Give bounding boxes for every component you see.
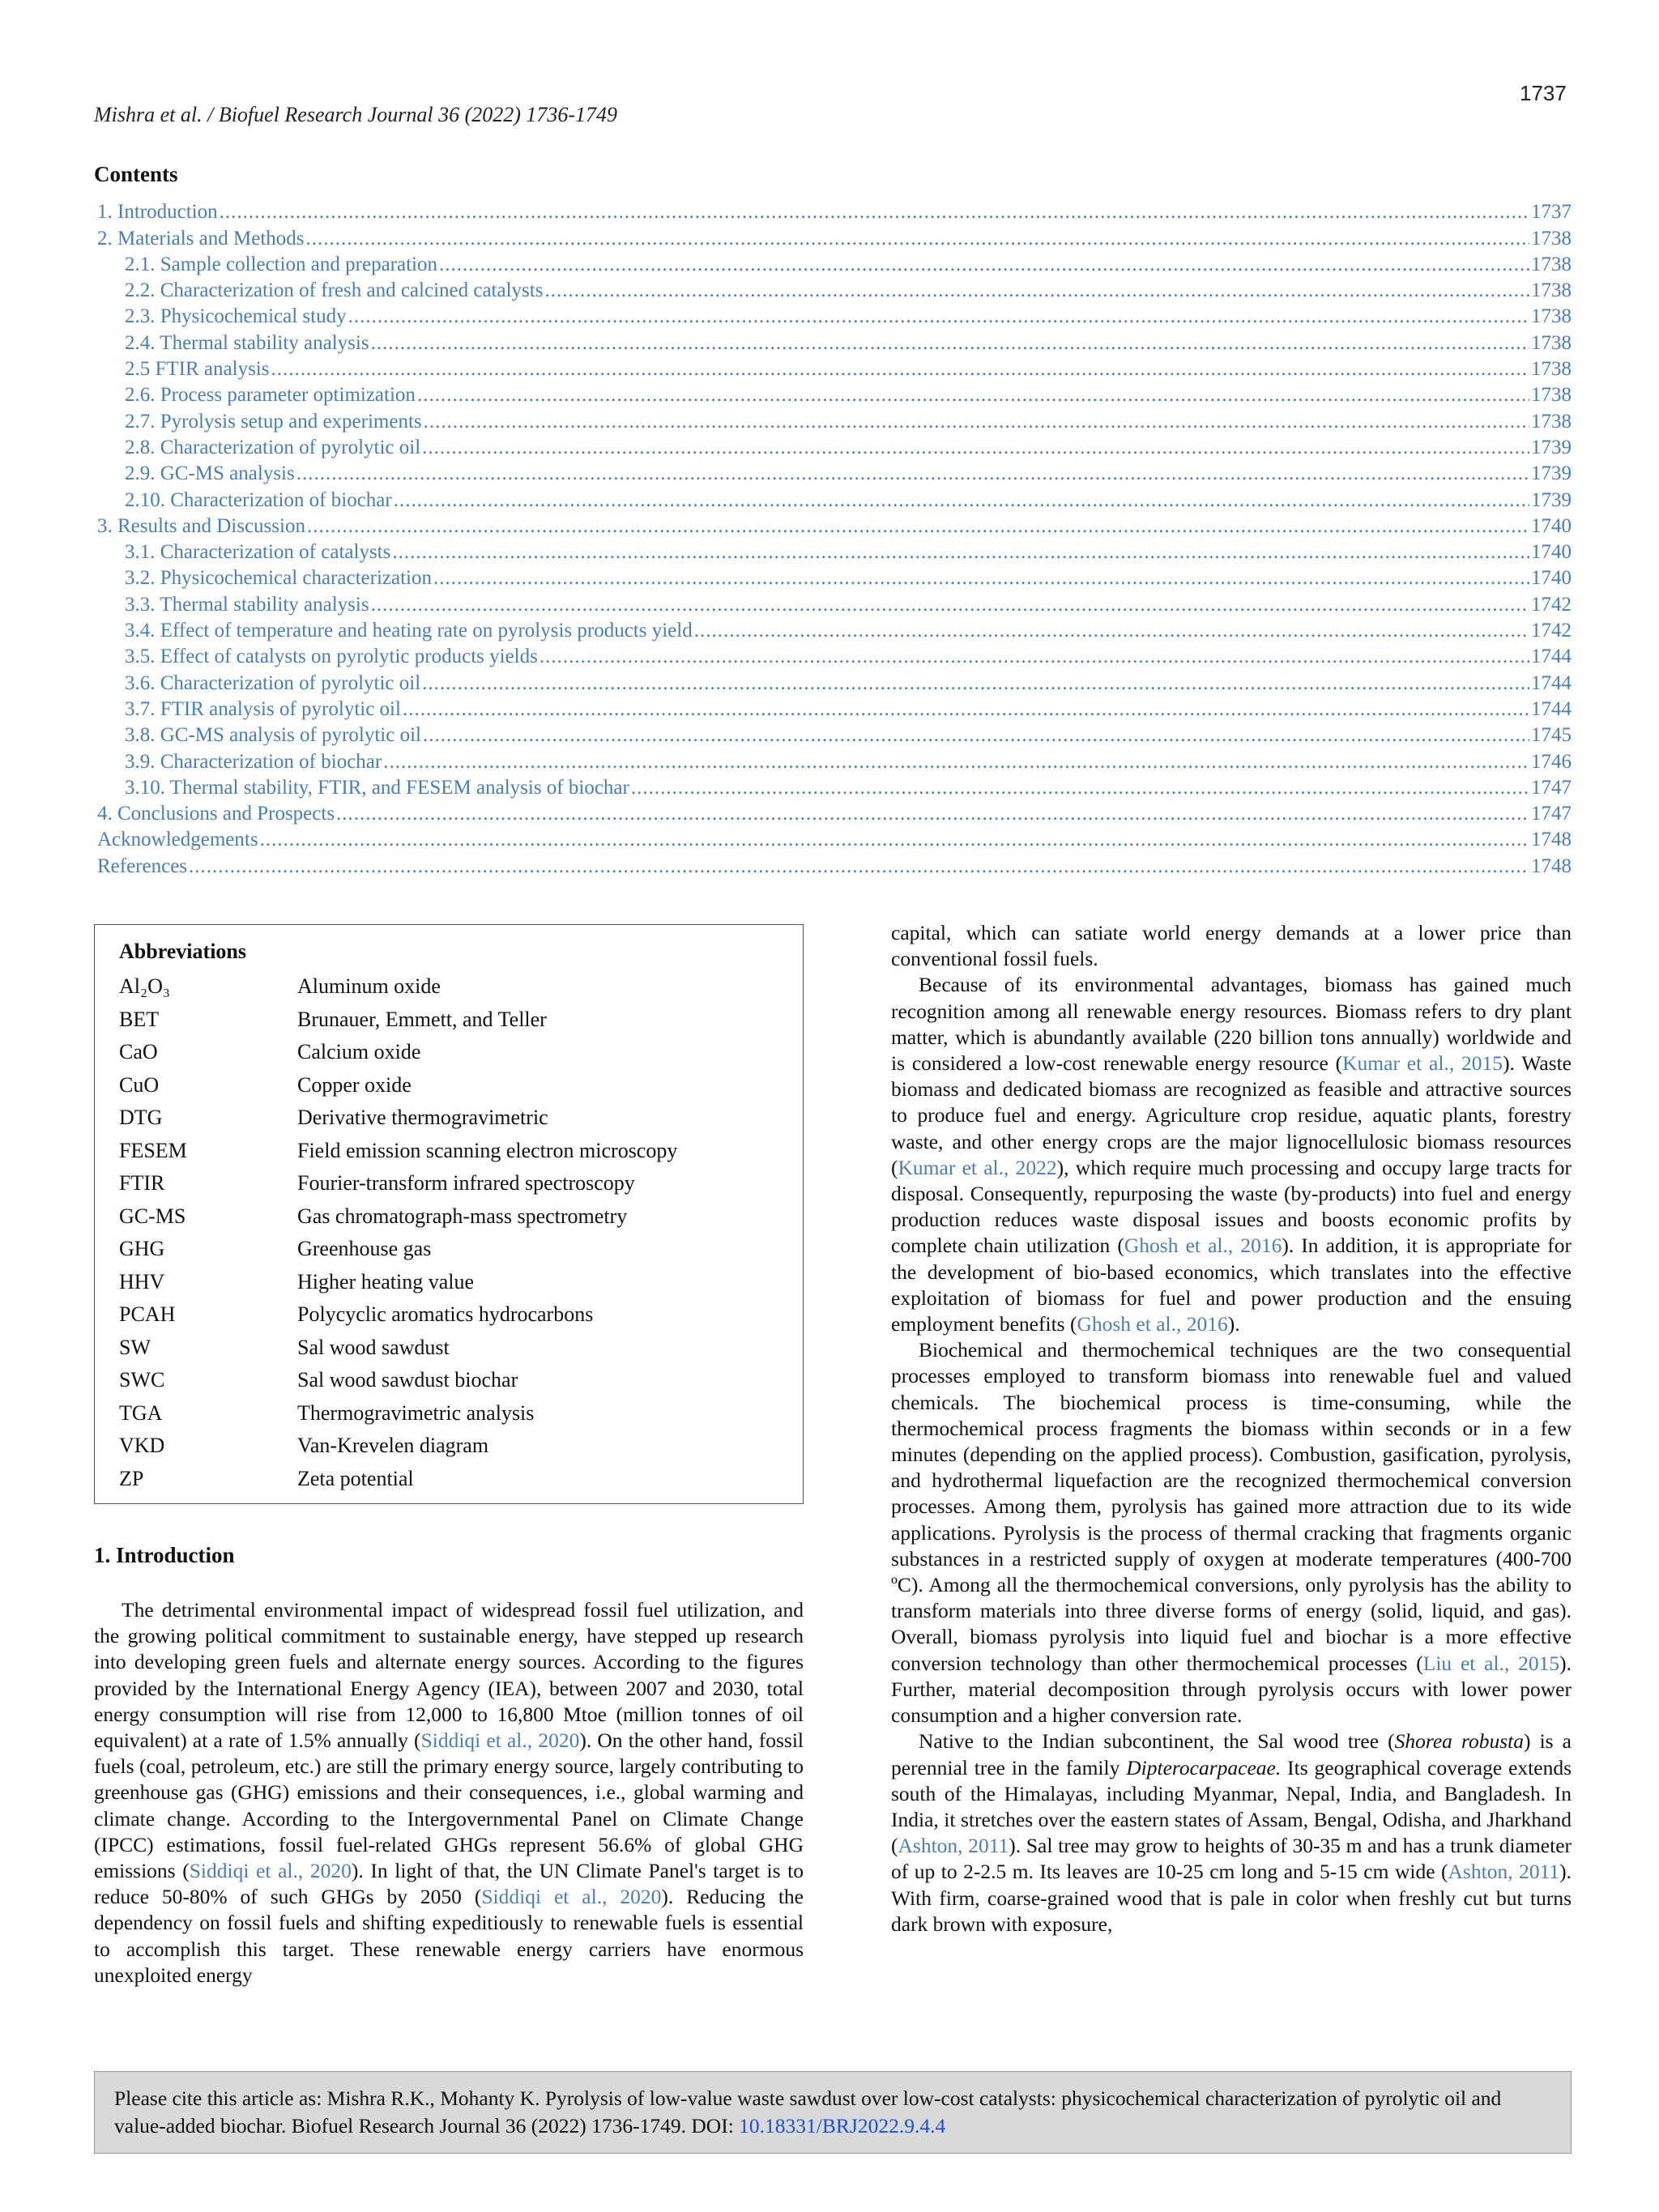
text-run: ), which require much processing and occupy large tracts for disposal. Consequently, repurposing the waste (by-products) into fuel and energy production reduces waste disposal issues and boosts economic profits by complete chain utilization ( — [891, 1155, 1572, 1258]
toc-leader — [403, 698, 1529, 721]
citation-link[interactable]: Ghosh et al., 2016 — [1077, 1312, 1228, 1336]
toc-page[interactable]: 1747 — [1531, 803, 1572, 825]
abbreviation-row — [119, 1200, 677, 1234]
abbreviation-term: ZP — [119, 1466, 144, 1490]
toc-label[interactable]: 3.8. GC-MS analysis of pyrolytic oil — [125, 724, 421, 747]
abbreviation-definition: Brunauer, Emmett, and Teller — [297, 1007, 547, 1031]
abbreviation-term: PCAH — [119, 1302, 176, 1327]
toc-leader — [189, 855, 1529, 878]
abbreviations-title: Abbreviations — [119, 940, 246, 963]
toc-leader — [439, 254, 1529, 276]
doi-link[interactable]: 10.18331/BRJ2022.9.4.4 — [739, 2114, 946, 2137]
abbreviation-definition: Aluminum oxide — [297, 974, 441, 999]
toc-entry[interactable] — [97, 381, 1572, 407]
toc-entry[interactable] — [97, 825, 1572, 851]
toc-entry[interactable] — [97, 616, 1572, 642]
toc-entry[interactable] — [97, 721, 1572, 747]
text-run: Native to the Indian subcontinent, the Sal wood tree ( — [919, 1729, 1395, 1754]
toc-label[interactable]: 2.8. Characterization of pyrolytic oil — [125, 436, 421, 458]
toc-label[interactable]: 3.6. Characterization of pyrolytic oil — [125, 671, 421, 694]
toc-leader — [433, 567, 1529, 590]
toc-leader — [371, 332, 1529, 355]
toc-label[interactable]: Acknowledgements — [97, 829, 258, 851]
toc-label[interactable]: 3.4. Effect of temperature and heating rate on pyrolysis products yield — [125, 620, 693, 642]
toc-leader — [306, 228, 1529, 250]
toc-label[interactable]: 2.1. Sample collection and preparation — [125, 253, 437, 275]
toc-leader — [336, 803, 1529, 825]
abbreviation-row — [119, 1364, 677, 1397]
left-column — [94, 1597, 804, 1988]
text-run: ). Reducing the dependency on fossil fuels and shifting expeditiously to renewable fuels is essential to accomplish this target. These renewable energy carriers have enormous unexploited energy — [94, 1885, 804, 1987]
abbreviation-definition: Fourier-transform infrared spectroscopy — [297, 1171, 635, 1196]
abbreviation-term: VKD — [119, 1434, 165, 1458]
abbreviation-definition: Derivative thermogravimetric — [297, 1106, 548, 1130]
toc-leader — [417, 384, 1529, 407]
toc-leader — [422, 672, 1529, 695]
intro-paragraph-3 — [891, 1337, 1572, 1728]
toc-label[interactable]: 2. Materials and Methods — [97, 227, 305, 249]
toc-entry[interactable] — [97, 799, 1572, 825]
toc-label[interactable]: 2.5 FTIR analysis — [125, 358, 270, 381]
abbreviation-term: DTG — [119, 1106, 163, 1130]
species-name: Shorea robusta — [1394, 1729, 1525, 1754]
toc-entry[interactable] — [97, 512, 1572, 538]
toc-page[interactable]: 1738 — [1531, 227, 1572, 249]
toc-page[interactable]: 1738 — [1531, 253, 1572, 275]
abbreviation-term: GC-MS — [119, 1204, 186, 1228]
toc-leader — [423, 724, 1529, 747]
abbreviations-list — [119, 970, 677, 1495]
toc-label[interactable]: References — [97, 855, 188, 877]
toc-leader — [220, 201, 1529, 224]
abbreviation-definition: Polycyclic aromatics hydrocarbons — [297, 1302, 594, 1327]
abbreviation-row — [119, 1233, 677, 1266]
right-column — [891, 920, 1572, 1937]
toc-label[interactable]: 2.2. Characterization of fresh and calcined catalysts — [125, 279, 544, 302]
introduction-heading: 1. Introduction — [94, 1543, 235, 1567]
table-of-contents — [97, 198, 1572, 878]
abbreviation-row — [119, 1069, 677, 1102]
toc-entry[interactable] — [97, 564, 1572, 590]
toc-entry[interactable] — [97, 590, 1572, 616]
toc-entry[interactable] — [97, 302, 1572, 328]
abbreviation-term: TGA — [119, 1400, 163, 1425]
toc-leader — [424, 411, 1529, 433]
toc-page[interactable]: 1739 — [1531, 436, 1572, 458]
abbreviation-definition: Field emission scanning electron microscopy — [297, 1138, 678, 1162]
abbreviation-row — [119, 1004, 677, 1037]
toc-entry[interactable] — [97, 851, 1572, 877]
intro-paragraph-1 — [94, 1597, 804, 1988]
toc-page[interactable]: 1744 — [1531, 646, 1572, 668]
abbreviation-row — [119, 1463, 677, 1496]
toc-leader — [422, 437, 1529, 459]
citation-link[interactable]: Liu et al., 2015 — [1422, 1651, 1560, 1675]
abbreviation-row — [119, 1135, 677, 1168]
abbreviation-row — [119, 1266, 677, 1299]
toc-page[interactable]: 1744 — [1531, 671, 1572, 694]
intro-paragraph-2 — [891, 972, 1572, 1337]
toc-entry[interactable] — [97, 695, 1572, 721]
abbreviation-row — [119, 1298, 677, 1332]
toc-label[interactable]: 2.3. Physicochemical study — [125, 305, 347, 328]
toc-page[interactable]: 1747 — [1531, 776, 1572, 799]
abbreviation-definition: Van-Krevelen diagram — [297, 1434, 489, 1458]
toc-page[interactable]: 1740 — [1531, 567, 1572, 590]
toc-leader — [694, 620, 1529, 642]
abbreviation-definition: Sal wood sawdust biochar — [297, 1368, 518, 1392]
abbreviation-term: SW — [119, 1335, 151, 1359]
text-run: ). In addition, it is appropriate for the development of bio-based economics, which translates into the effective exploitation of biomass for fuel and power production and the ensuing employment benefits ( — [891, 1234, 1572, 1336]
toc-label[interactable]: 2.10. Characterization of biochar — [125, 488, 392, 511]
text-run: ). — [1227, 1312, 1240, 1336]
toc-page[interactable]: 1740 — [1531, 514, 1572, 537]
intro-paragraph-4 — [891, 1728, 1572, 1937]
abbreviation-row — [119, 1167, 677, 1200]
toc-label[interactable]: 3.2. Physicochemical characterization — [125, 567, 433, 590]
toc-page[interactable]: 1748 — [1531, 855, 1572, 877]
abbreviation-term: Al₂O₃ — [119, 974, 170, 999]
toc-leader — [631, 777, 1529, 799]
abbreviation-definition: Copper oxide — [297, 1072, 412, 1097]
citation-link[interactable]: Siddiqi et al., 2020 — [420, 1728, 580, 1753]
toc-label[interactable]: 3.5. Effect of catalysts on pyrolytic products yields — [125, 646, 538, 668]
toc-leader — [271, 358, 1529, 381]
toc-page[interactable]: 1742 — [1531, 593, 1572, 616]
text-run: ). On the other hand, fossil fuels (coal, petroleum, etc.) are still the primary energy source, largely contributing to greenhouse gas (GHG) emissions and their consequences, i.e., global warming and climate change. According to the Intergovernmental Panel on Climate Change (IPCC) estimations, fossil fuel-related GHGs represent 56.6% of global GHG emissions ( — [94, 1728, 804, 1883]
toc-page[interactable]: 1739 — [1531, 488, 1572, 511]
citation-link[interactable]: Siddiqi et al., 2020 — [481, 1885, 662, 1909]
toc-entry[interactable] — [97, 642, 1572, 668]
citation-link[interactable]: Siddiqi et al., 2020 — [189, 1859, 352, 1883]
toc-entry[interactable] — [97, 485, 1572, 511]
citation-link[interactable]: Kumar et al., 2022 — [898, 1155, 1057, 1179]
contents-heading: Contents — [94, 162, 178, 186]
toc-page[interactable]: 1738 — [1531, 331, 1572, 354]
abbreviation-definition: Sal wood sawdust — [297, 1335, 450, 1359]
citation-link[interactable]: Ashton, 2011 — [1448, 1860, 1560, 1884]
toc-label[interactable]: 3.3. Thermal stability analysis — [125, 593, 369, 616]
toc-entry[interactable] — [97, 747, 1572, 773]
text-run: ). With firm, coarse-grained wood that is pale in color when freshly cut but turns dark brown with exposure, — [891, 1860, 1572, 1936]
toc-page[interactable]: 1738 — [1531, 410, 1572, 433]
page-number: 1737 — [1520, 81, 1567, 105]
text-run: ). In light of that, the UN Climate Panel's target is to reduce 50-80% of such GHGs by 2050 ( — [94, 1859, 804, 1909]
cite-text: Please cite this article as: Mishra R.K., Mohanty K. Pyrolysis of low-value waste sawdust over low-cost catalysts: physicochemical characterization of pyrolytic oil and value-added biochar. Biofuel Research Journal 36 (2022) 1736-1749. DOI: — [114, 2086, 1502, 2137]
toc-page[interactable]: 1746 — [1531, 750, 1572, 773]
toc-entry[interactable] — [97, 276, 1572, 302]
abbreviation-row — [119, 1332, 677, 1365]
toc-page[interactable]: 1738 — [1531, 305, 1572, 328]
toc-entry[interactable] — [97, 433, 1572, 459]
text-run: ). Sal tree may grow to heights of 30-35 m and has a trunk diameter of up to 2-2.5 m. Its leaves are 10-25 cm long and 5-15 cm wide ( — [891, 1834, 1572, 1884]
abbreviation-row — [119, 1430, 677, 1463]
citation-link[interactable]: Kumar et al., 2015 — [1342, 1051, 1503, 1076]
toc-page[interactable]: 1738 — [1531, 358, 1572, 381]
toc-page[interactable]: 1738 — [1531, 384, 1572, 407]
toc-page[interactable]: 1737 — [1531, 201, 1572, 224]
abbreviation-row — [119, 1397, 677, 1430]
abbreviation-definition: Thermogravimetric analysis — [297, 1400, 535, 1425]
abbreviation-definition: Zeta potential — [297, 1466, 414, 1490]
intro-paragraph-1-continued: capital, which can satiate world energy demands at a lower price than conventional fossil fuels. — [891, 921, 1572, 971]
toc-page[interactable]: 1742 — [1531, 620, 1572, 642]
abbreviation-term: CuO — [119, 1072, 160, 1097]
text-run: Because of its environmental advantages, biomass has gained much recognition among all renewable energy resources. Biomass refers to dry plant matter, which is abundantly available (220 billion tons annually) worldwide and is considered a low-cost renewable energy resource ( — [891, 973, 1572, 1076]
abbreviations-box — [94, 924, 804, 1504]
cite-this-article-box — [94, 2071, 1572, 2154]
citation-link[interactable]: Ashton, 2011 — [898, 1834, 1009, 1858]
toc-leader — [539, 646, 1529, 668]
toc-page[interactable]: 1748 — [1531, 829, 1572, 851]
toc-page[interactable]: 1740 — [1531, 541, 1572, 564]
text-run: ) is a perennial tree in the family — [891, 1729, 1572, 1779]
toc-label[interactable]: 3.10. Thermal stability, FTIR, and FESEM analysis of biochar — [125, 776, 629, 799]
abbreviation-term: GHG — [119, 1237, 165, 1261]
abbreviation-definition: Gas chromatograph-mass spectrometry — [297, 1204, 628, 1228]
toc-leader — [383, 751, 1529, 774]
toc-label[interactable]: 2.4. Thermal stability analysis — [125, 331, 369, 354]
toc-entry[interactable] — [97, 224, 1572, 249]
toc-leader — [348, 305, 1529, 328]
toc-page[interactable]: 1745 — [1531, 724, 1572, 747]
abbreviation-term: HHV — [119, 1269, 165, 1294]
toc-leader — [544, 279, 1529, 302]
toc-page[interactable]: 1739 — [1531, 462, 1572, 485]
toc-page[interactable]: 1744 — [1531, 697, 1572, 720]
toc-leader — [371, 594, 1529, 616]
toc-leader — [260, 829, 1529, 851]
toc-entry[interactable] — [97, 459, 1572, 485]
toc-entry[interactable] — [97, 538, 1572, 564]
text-run: ). Waste biomass and dedicated biomass are recognized as feasible and attractive sources to produce fuel and energy. Agriculture crop residue, aquatic plants, forestry waste, and other energy crops are the major lignocellulosic biomass resources ( — [891, 1051, 1572, 1179]
text-run: Biochemical and thermochemical techniques are the two consequential processes employed to transform biomass into renewable fuel and valued chemicals. The biochemical process is time-consuming, while the thermochemical process fragments the biomass within seconds or in a few minutes (depending on the applied process). Combustion, gasification, pyrolysis, and hydrothermal liquefaction are the recognized thermochemical conversion processes. Among them, pyrolysis has gained more attraction due to its wide applications. Pyrolysis is the process of thermal cracking that fragments organic substances in a restricted supply of oxygen at moderate temperatures (400-700 ºC). Among all the thermochemical conversions, only pyrolysis has the ability to transform materials into three diverse forms of energy (solid, liquid, and gas). Overall, biomass pyrolysis into liquid fuel and biochar is a more effective conversion technology than other thermochemical processes ( — [891, 1338, 1572, 1675]
toc-label[interactable]: 3.9. Characterization of biochar — [125, 750, 382, 773]
toc-leader — [307, 515, 1529, 538]
abbreviation-row — [119, 1036, 677, 1069]
toc-leader — [394, 489, 1529, 512]
toc-leader — [296, 462, 1529, 485]
toc-label[interactable]: 2.9. GC-MS analysis — [125, 462, 295, 485]
toc-entry[interactable] — [97, 774, 1572, 799]
toc-label[interactable]: 2.6. Process parameter optimization — [125, 384, 416, 407]
abbreviation-definition: Higher heating value — [297, 1269, 475, 1294]
toc-entry[interactable] — [97, 355, 1572, 381]
abbreviation-term: FESEM — [119, 1138, 187, 1162]
toc-label[interactable]: 3.1. Characterization of catalysts — [125, 541, 391, 564]
text-run: Its geographical coverage extends south of the Himalayas, including Myanmar, Nepal, India, and Bangladesh. In India, it stretches over the eastern states of Assam, Bengal, Odisha, and Jharkhand ( — [891, 1755, 1572, 1858]
abbreviation-definition: Greenhouse gas — [297, 1237, 432, 1261]
abbreviation-term: FTIR — [119, 1171, 165, 1196]
toc-label[interactable]: 1. Introduction — [97, 201, 218, 224]
toc-page[interactable]: 1738 — [1531, 279, 1572, 302]
toc-label[interactable]: 2.7. Pyrolysis setup and experiments — [125, 410, 422, 433]
text-run: ). Further, material decomposition through pyrolysis occurs with lower power consumption and a higher conversion rate. — [891, 1651, 1572, 1728]
toc-entry[interactable] — [97, 198, 1572, 224]
toc-entry[interactable] — [97, 668, 1572, 694]
abbreviation-row — [119, 970, 677, 1004]
abbreviation-term: BET — [119, 1007, 160, 1031]
citation-link[interactable]: Ghosh et al., 2016 — [1124, 1234, 1282, 1258]
toc-label[interactable]: 3. Results and Discussion — [97, 514, 305, 537]
text-run: The detrimental environmental impact of widespread fossil fuel utilization, and the growing political commitment to sustainable energy, have stepped up research into developing green fuels and alternate energy sources. According to the figures provided by the International Energy Agency (IEA), between 2007 and 2030, total energy consumption will rise from 12,000 to 16,800 Mtoe (million tonnes of oil equivalent) at a rate of 1.5% annually ( — [94, 1598, 804, 1753]
abbreviation-term: CaO — [119, 1040, 158, 1064]
toc-leader — [392, 541, 1529, 564]
toc-entry[interactable] — [97, 407, 1572, 433]
abbreviation-row — [119, 1102, 677, 1135]
abbreviation-term: SWC — [119, 1368, 165, 1392]
toc-label[interactable]: 3.7. FTIR analysis of pyrolytic oil — [125, 697, 401, 720]
toc-entry[interactable] — [97, 250, 1572, 276]
family-name: Dipterocarpaceae. — [1126, 1755, 1282, 1779]
toc-entry[interactable] — [97, 328, 1572, 354]
running-header: Mishra et al. / Biofuel Research Journal 36 (2022) 1736-1749 — [94, 103, 618, 126]
toc-label[interactable]: 4. Conclusions and Prospects — [97, 803, 335, 825]
abbreviation-definition: Calcium oxide — [297, 1040, 421, 1064]
